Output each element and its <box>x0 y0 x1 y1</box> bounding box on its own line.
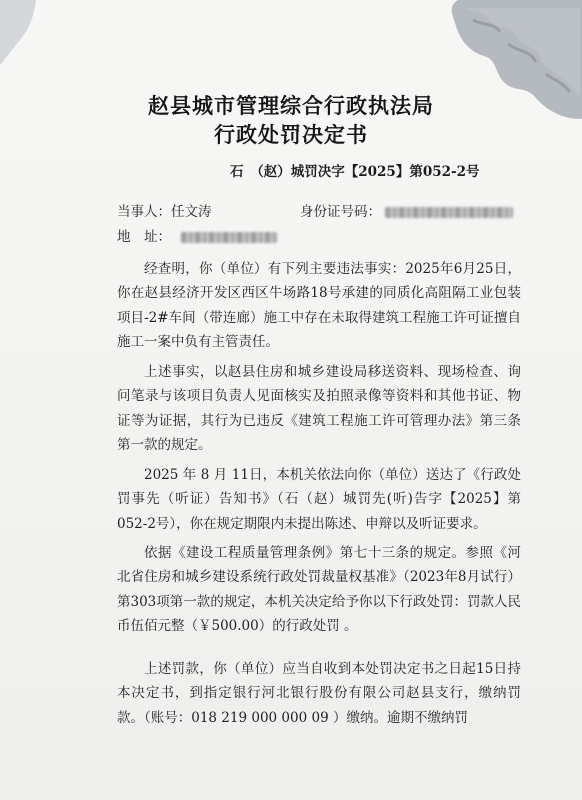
penalty-paragraph: 依据《建设工程质量管理条例》第七十三条的规定。参照《河北省住房和城乡建设系统行政处罚裁量权基准》（2023年8月试行）第303项第一款的规定，本机关决定给予你以下行政处罚：罚款人民币伍佰元整（￥500.00）的行政处罚 。 <box>117 545 521 635</box>
party-name-value: 任文涛 <box>171 204 212 220</box>
document-title-line1: 赵县城市管理综合行政执法局 <box>148 94 434 118</box>
seal-edge-fragment <box>0 0 40 65</box>
address-label: 地 址： <box>117 229 171 245</box>
payment-paragraph: 上述罚款，你（单位）应当自收到本处罚决定书之日起15日持本决定书，到指定银行河北银行股份有限公司赵县支行，缴纳罚款。（账号：018 219 000 000 09 ）缴纳。逾期不缴纳罚 <box>117 661 521 726</box>
notice-paragraph: 2025 年 8 月 11日，本机关依法向你（单位）送达了《行政处罚事先（听证）告知书》（石（赵）城罚先(听)告字【2025】第052-2号），你在规定期限内未提出陈述、申辩以及听证要求。 <box>117 467 521 532</box>
redacted-id-number <box>385 207 513 218</box>
id-number-label: 身份证号码： <box>300 204 381 220</box>
party-name-row <box>117 200 212 220</box>
redacted-address <box>181 232 277 243</box>
id-number-row <box>300 200 513 220</box>
document-title-line2: 行政处罚决定书 <box>214 123 368 147</box>
facts-paragraph: 经查明，你（单位）有下列主要违法事实：2025年6月25日，你在赵县经济开发区西区牛场路18号承建的同质化高阻隔工业包装项目-2#车间（带连廊）施工中存在未取得建筑工程施工许可证擅自施工一案中负有主管责任。 <box>117 261 521 351</box>
evidence-paragraph: 上述事实，以赵县住房和城乡建设局移送资料、现场检查、询问笔录与该项目负责人见面核实及拍照录像等资料和其他书证、物证等为证据，其行为已违反《建筑工程施工许可管理办法》第三条第一款的规定。 <box>117 364 521 454</box>
document-number: 石 （赵）城罚决字【2025】第052-2号 <box>230 164 480 180</box>
party-name-label: 当事人： <box>117 204 171 220</box>
address-row <box>117 225 277 245</box>
